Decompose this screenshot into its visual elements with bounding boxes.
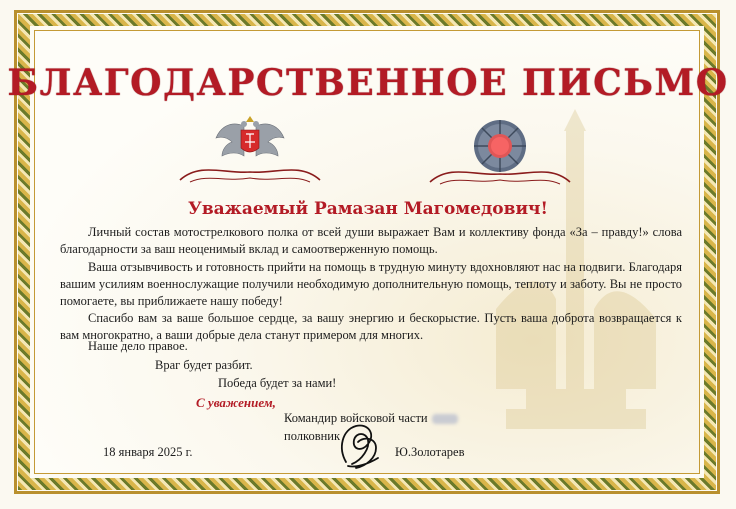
regards: С уважением, — [196, 395, 276, 410]
closing-line-1: Наше дело правое. — [88, 339, 188, 353]
paragraph-2 — [60, 259, 682, 310]
closing-line-3: Победа будет за нами! — [218, 376, 337, 390]
signer-position-text: Командир войсковой части — [284, 411, 428, 425]
redacted-unit-number — [432, 414, 458, 424]
signer-rank: полковник — [284, 429, 341, 443]
letter-date: 18 января 2025 г. — [103, 445, 193, 459]
paragraph-2-text: Ваша отзывчивость и готовность прийти на помощь в трудную минуту вдохновляют нас на подвиги. Благодаря вашим усилиям военнослужащие получили необходимую дополнительную помощь, теплоту и заботу. Вы не просто помогаете, вы приближаете нашу победу! — [60, 260, 682, 308]
military-emblem-icon — [420, 110, 580, 194]
closing-line-2: Враг будет разбит. — [155, 358, 253, 372]
signer-name: Ю.Золотарев — [395, 445, 465, 459]
paragraph-3-text: Спасибо вам за ваше большое сердце, за вашу энергию и бескорыстие. Пусть ваша доброта возвращается к вам многократно, а ваши добрые дела станут примером для многих. — [60, 311, 682, 342]
dnr-coat-of-arms-icon — [170, 112, 330, 192]
signature — [332, 418, 388, 474]
paragraph-1 — [60, 224, 682, 258]
document-title: БЛАГОДАРСТВЕННОЕ ПИСЬМО — [7, 62, 729, 104]
greeting: Уважаемый Рамазан Магомедович! — [188, 199, 548, 219]
paragraph-1-text: Личный состав мотострелкового полка от всей души выражает Вам и коллективу фонда «За – правду!» слова благодарности за ваш неоценимый вклад и самоотверженную помощь. — [60, 225, 682, 256]
